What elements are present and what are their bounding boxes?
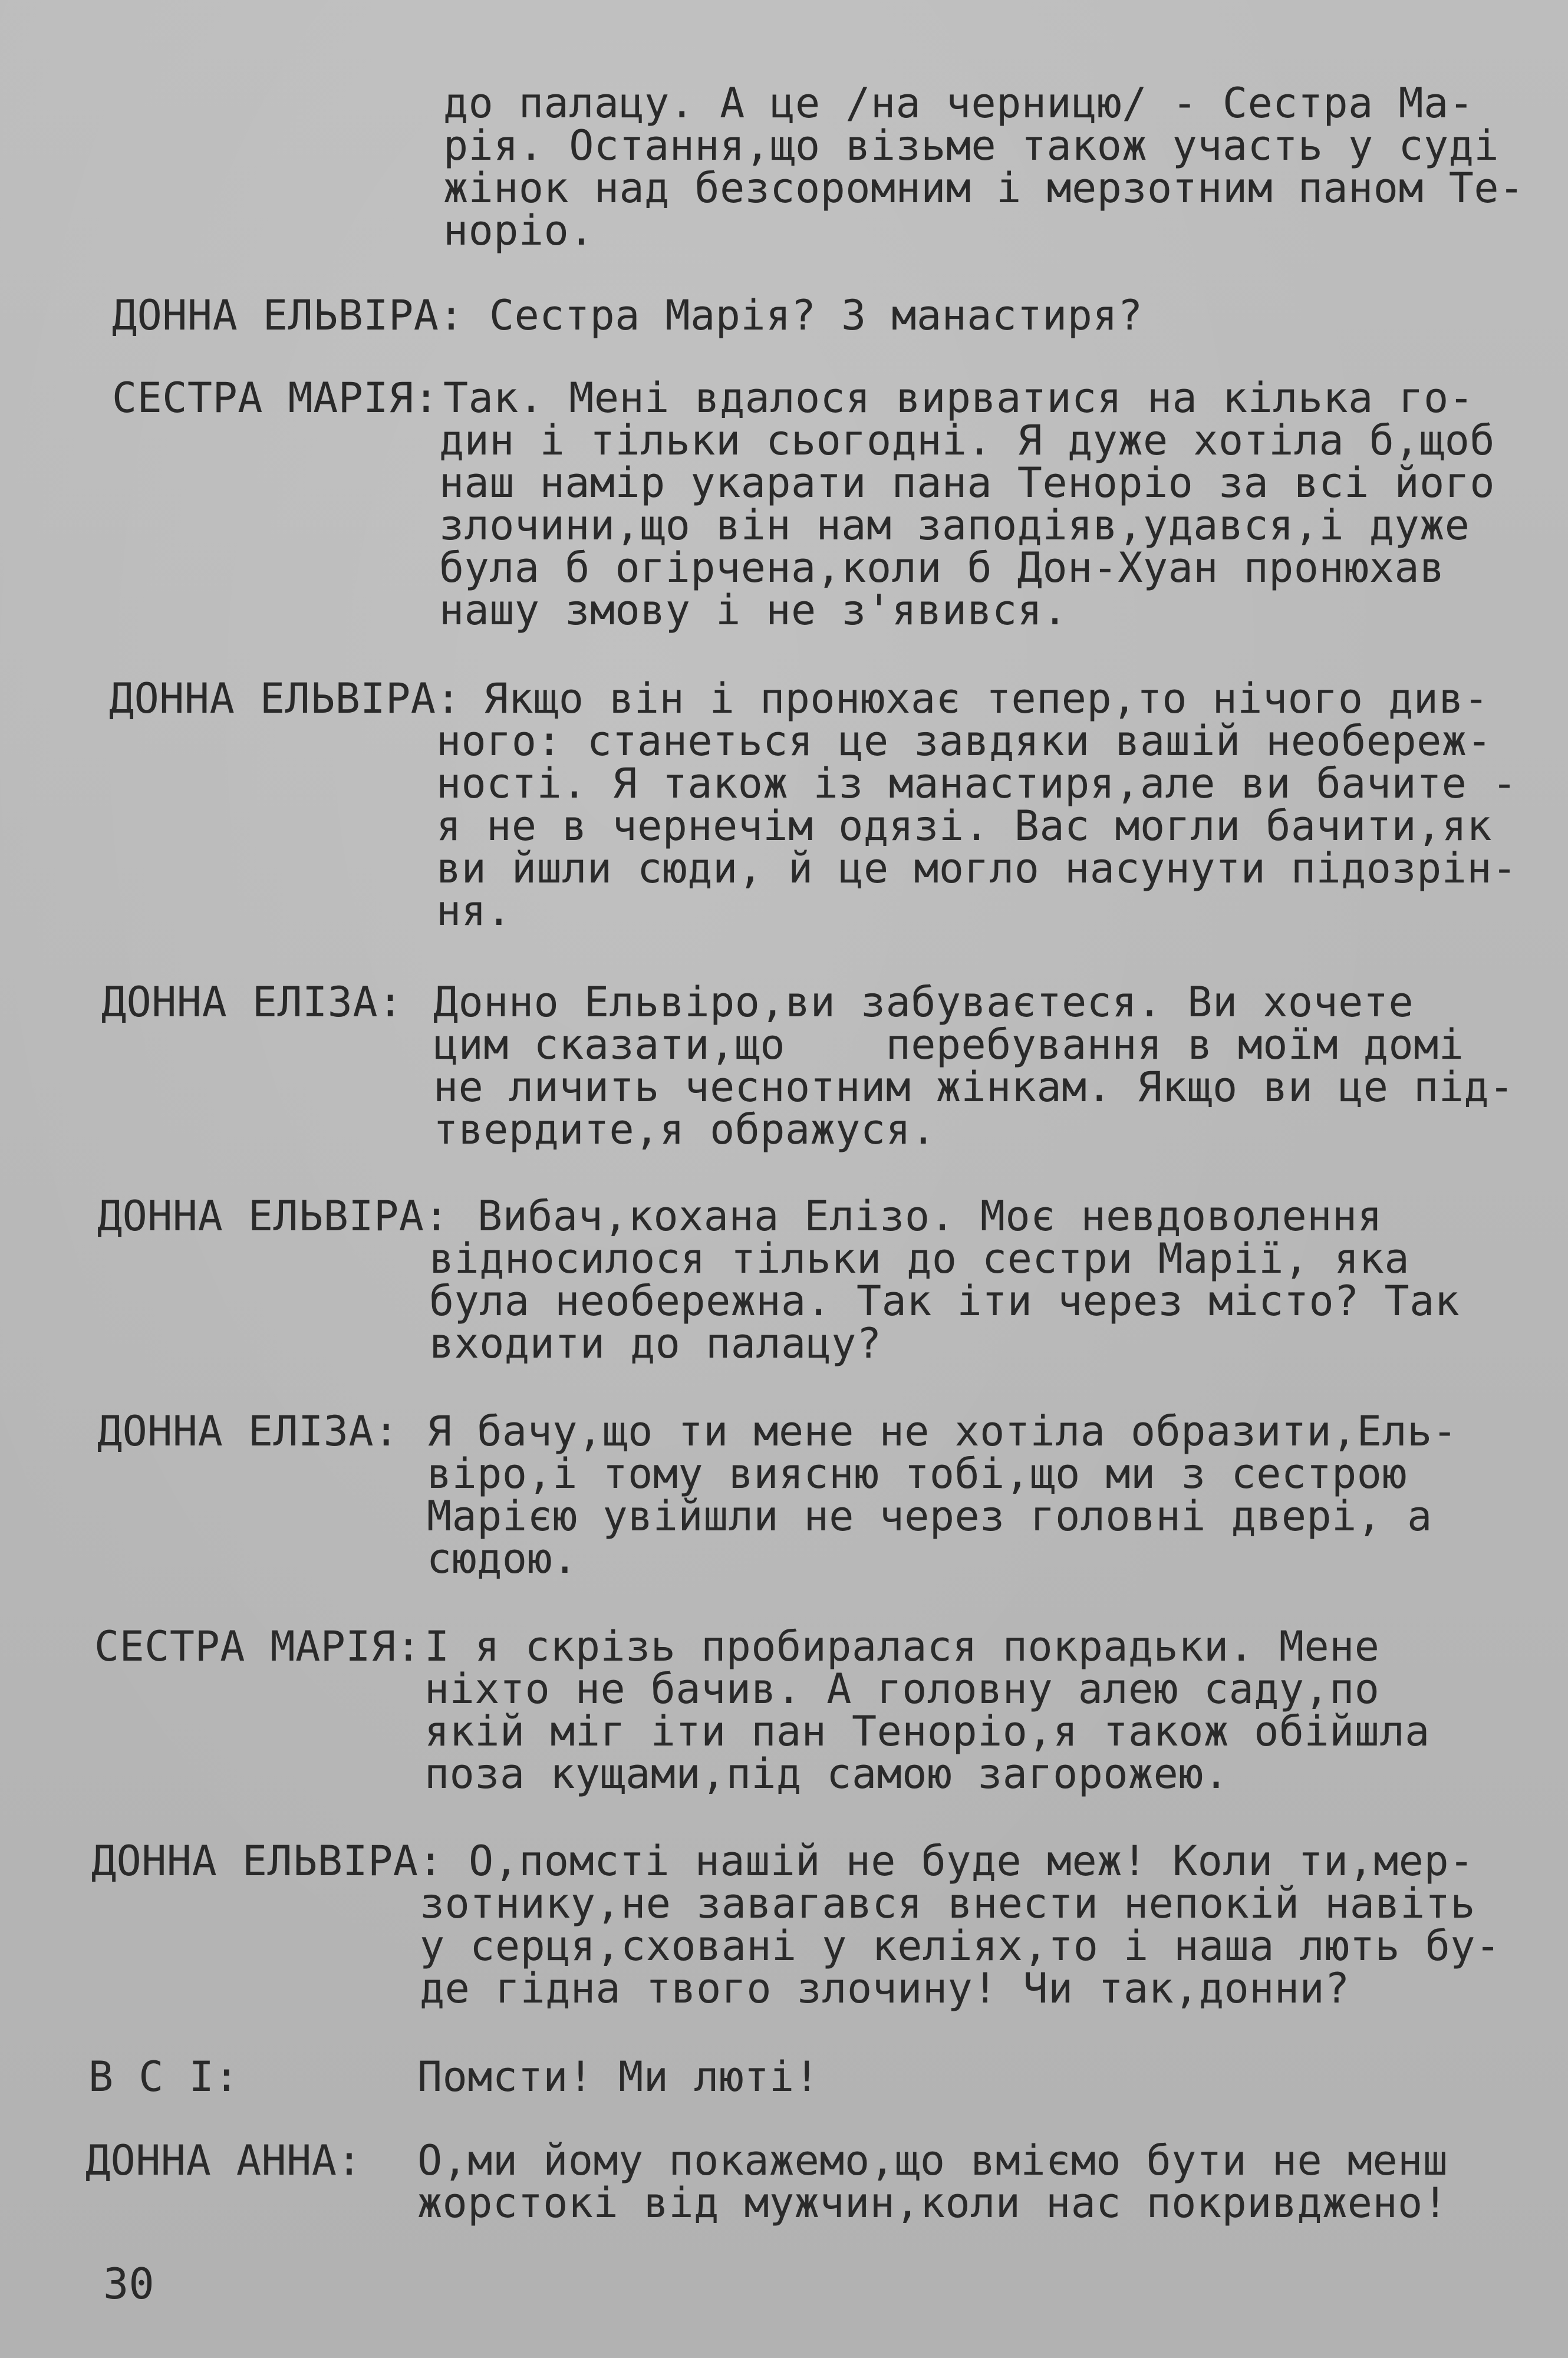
text-line: Марією увійшли не через головні двері, а [427, 1492, 1432, 1540]
speaker-name: ДОННА ЕЛЬВІРА: [109, 674, 462, 723]
text-line: Так. Мені вдалося вирватися на кілька го- [443, 374, 1474, 422]
text-line: І я скрізь пробиралася покрадьки. Мене [424, 1622, 1380, 1671]
text-line: Сестра Марія? З манастиря? [489, 291, 1143, 340]
speaker-name: ДОННА ЕЛЬВІРА: [91, 1837, 444, 1885]
text-line: я не в чернечім одязі. Вас могли бачити,як [436, 802, 1493, 850]
speaker-name: ДОННА ЕЛЬВІРА: [97, 1192, 450, 1240]
text-line: О,помсті нашій не буде меж! Коли ти,мер- [469, 1837, 1474, 1885]
text-line: Я бачу,що ти мене не хотіла образити,Ель- [427, 1407, 1458, 1455]
text-line: дин і тільки сьогодні. Я дуже хотіла б,щоб [439, 416, 1495, 465]
page-number: 30 [103, 2259, 154, 2308]
text-line: нашу змову і не з'явився. [439, 586, 1068, 634]
text-line: ня. [436, 887, 512, 935]
text-line: де гідна твого злочину! Чи так,донни? [420, 1964, 1350, 2013]
text-line: Вибач,кохана Елізо. Моє невдоволення [477, 1192, 1383, 1240]
text-line: злочини,що він нам заподіяв,удався,і дуже [439, 501, 1470, 549]
speaker-name: ДОННА ЕЛІЗА: [97, 1407, 399, 1455]
text-line: поза кущами,під самою загорожею. [424, 1750, 1229, 1798]
text-line: якій міг іти пан Теноріо,я також обійшла [424, 1707, 1430, 1756]
text-line: наш намір укарати пана Теноріо за всі його [439, 459, 1495, 507]
text-line: О,ми йому покажемо,що вміємо бути не менш [417, 2136, 1448, 2185]
text-line: була б огірчена,коли б Дон-Хуан пронюхав [439, 544, 1445, 592]
text-line: рія. Остання,що візьме також участь у суді [443, 121, 1500, 170]
speaker-name: ДОННА ЕЛЬВІРА: [112, 291, 465, 340]
text-line: ви йшли сюди, й це могло насунути підозрін- [436, 844, 1517, 893]
text-line: до палацу. А це /на черницю/ - Сестра Ма- [443, 79, 1474, 127]
text-line: жорстокі від мужчин,коли нас покривджено! [417, 2179, 1448, 2227]
text-line: Донно Ельвіро,ви забуваєтеся. Ви хочете [433, 978, 1414, 1026]
speaker-name: СЕСТРА МАРІЯ: [94, 1622, 421, 1671]
text-line: у серця,сховані у келіях,то і наша лють бу- [420, 1922, 1501, 1970]
speaker-name: В С І: [88, 2053, 239, 2101]
text-line: зотнику,не завагався внести непокій навіть [420, 1879, 1476, 1928]
text-line: ності. Я також із манастиря,але ви бачите - [436, 759, 1517, 808]
text-line: входити до палацу? [429, 1319, 882, 1368]
speaker-name: СЕСТРА МАРІЯ: [112, 374, 439, 422]
speaker-name: ДОННА ЕЛІЗА: [101, 978, 403, 1026]
text-line: жінок над безсоромним і мерзотним паном Те- [443, 164, 1524, 212]
text-line: не личить чеснотним жінкам. Якщо ви це під- [433, 1063, 1514, 1111]
text-line: була необережна. Так іти через місто? Так [429, 1277, 1460, 1325]
text-line: цим сказати,що перебування в моїм домі [433, 1020, 1464, 1069]
text-line: твердите,я ображуся. [433, 1105, 936, 1154]
text-line: відносилося тільки до сестри Марії, яка [429, 1234, 1410, 1283]
text-line: ніхто не бачив. А головну алею саду,по [424, 1665, 1380, 1713]
text-line: Помсти! Ми люті! [417, 2053, 820, 2101]
speaker-name: ДОННА АННА: [85, 2136, 363, 2185]
text-line: сюдою. [427, 1534, 578, 1583]
text-line: Якщо він і пронюхає тепер,то нічого див- [483, 674, 1489, 723]
text-line: віро,і тому виясню тобі,що ми з сестрою [427, 1450, 1408, 1498]
text-line: ного: станеться це завдяки вашій необереж- [436, 717, 1493, 765]
text-line: норіо. [443, 206, 594, 255]
